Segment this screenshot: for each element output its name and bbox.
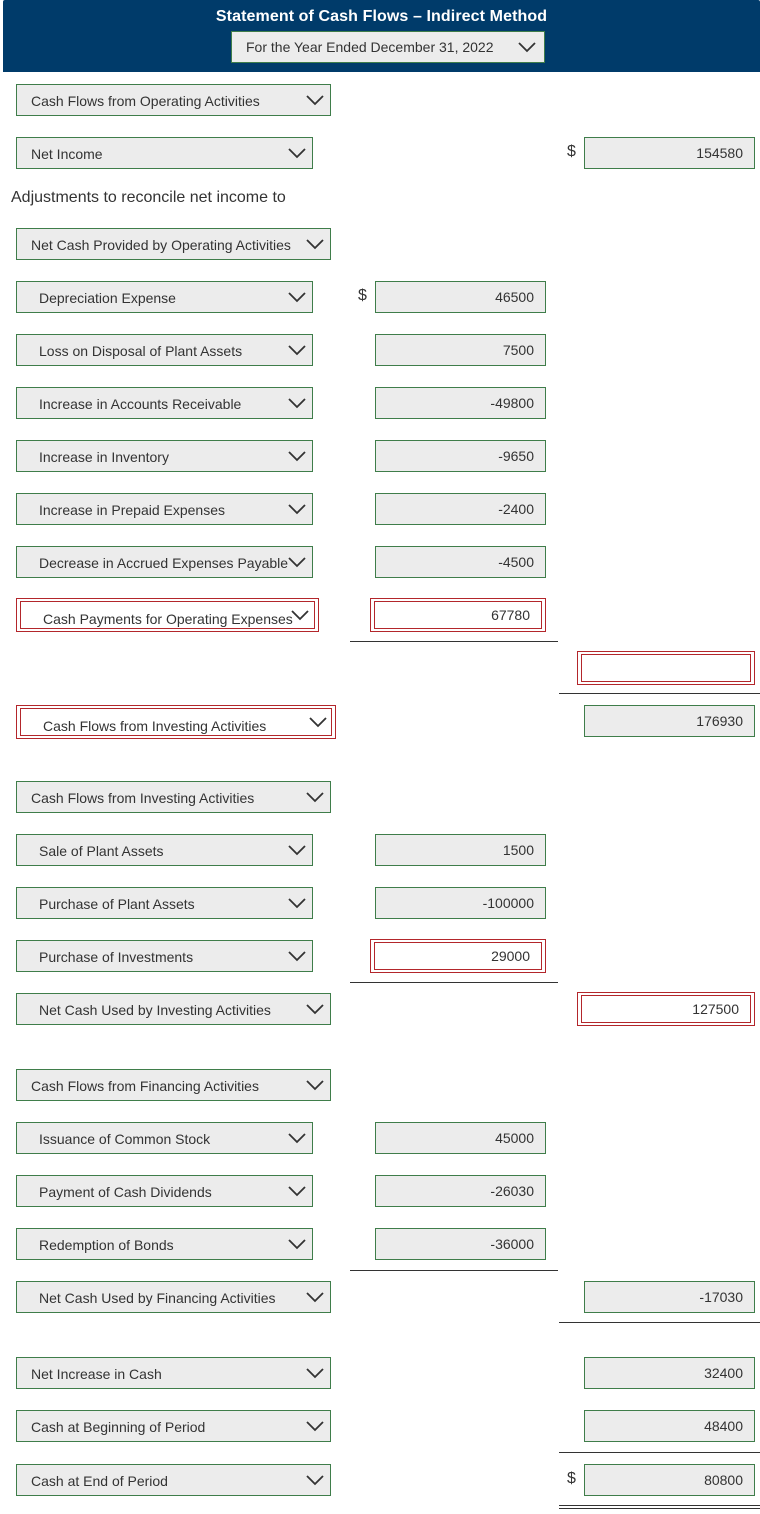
chevron-down-icon	[306, 94, 324, 106]
chevron-down-icon	[288, 291, 306, 303]
net-increase-label: Net Increase in Cash	[31, 1366, 162, 1382]
operating-item-label: Decrease in Accrued Expenses Payable	[39, 555, 289, 571]
operating-item-select[interactable]	[16, 546, 313, 578]
chevron-down-icon	[288, 556, 306, 568]
adjustments-text: Adjustments to reconcile net income to	[11, 189, 286, 206]
operating-item-input[interactable]: 67780	[374, 601, 542, 629]
chevron-down-icon	[288, 1185, 306, 1197]
financing-item-select[interactable]	[16, 1122, 313, 1154]
statement-header	[3, 0, 760, 72]
operating-item-input[interactable]: -2400	[375, 493, 546, 525]
investing-item-input[interactable]: 1500	[375, 834, 546, 866]
beginning-cash-label: Cash at Beginning of Period	[31, 1419, 206, 1435]
dollar-sign: $	[567, 1470, 576, 1487]
operating-net-error-frame	[16, 705, 336, 739]
financing-section-select[interactable]	[16, 1069, 331, 1101]
chevron-down-icon	[306, 1003, 324, 1015]
operating-item-input[interactable]: 7500	[375, 334, 546, 366]
chevron-down-icon	[288, 897, 306, 909]
financing-item-select[interactable]	[16, 1228, 313, 1260]
operating-item-label: Cash Payments for Operating Expenses	[43, 611, 293, 627]
investing-item-label: Purchase of Investments	[39, 949, 194, 965]
operating-item-label: Loss on Disposal of Plant Assets	[39, 343, 243, 359]
period-select-value: For the Year Ended December 31, 2022	[246, 39, 494, 55]
subtotal-rule	[350, 641, 558, 642]
operating-item-input[interactable]: -9650	[375, 440, 546, 472]
net-income-input[interactable]: 154580	[584, 137, 755, 169]
net-increase-select[interactable]	[16, 1357, 331, 1389]
operating-net-input[interactable]: 176930	[584, 705, 755, 737]
beginning-cash-select[interactable]	[16, 1410, 331, 1442]
beginning-cash-input[interactable]: 48400	[584, 1410, 755, 1442]
total-double-rule	[559, 1505, 760, 1509]
chevron-down-icon	[309, 716, 327, 728]
investing-item-select[interactable]	[16, 834, 313, 866]
operating-item-input[interactable]: -4500	[375, 546, 546, 578]
investing-item-error-frame	[370, 939, 546, 973]
chevron-down-icon	[288, 1132, 306, 1144]
chevron-down-icon	[288, 1238, 306, 1250]
chevron-down-icon	[306, 1079, 324, 1091]
chevron-down-icon	[306, 238, 324, 250]
operating-item-input[interactable]: 46500	[375, 281, 546, 313]
operating-item-label: Depreciation Expense	[39, 290, 176, 306]
operating-item-select[interactable]	[16, 440, 313, 472]
operating-item-error-frame	[16, 598, 319, 632]
financing-item-label: Issuance of Common Stock	[39, 1131, 211, 1147]
subtotal-rule	[350, 982, 558, 983]
adjustment-total-input[interactable]	[581, 654, 751, 682]
operating-section-label: Cash Flows from Operating Activities	[31, 93, 260, 109]
chevron-down-icon	[306, 1291, 324, 1303]
operating-item-select[interactable]	[20, 601, 315, 629]
operating-item-select[interactable]	[16, 387, 313, 419]
dollar-sign: $	[567, 143, 576, 160]
investing-section-select[interactable]	[16, 781, 331, 813]
net-increase-input[interactable]: 32400	[584, 1357, 755, 1389]
end-cash-select[interactable]	[16, 1464, 331, 1496]
financing-section-label: Cash Flows from Financing Activities	[31, 1078, 259, 1094]
net-income-select[interactable]	[16, 137, 313, 169]
financing-item-label: Redemption of Bonds	[39, 1237, 174, 1253]
financing-item-label: Payment of Cash Dividends	[39, 1184, 212, 1200]
chevron-down-icon	[288, 344, 306, 356]
statement-title: Statement of Cash Flows – Indirect Method	[215, 8, 548, 25]
operating-item-select[interactable]	[16, 493, 313, 525]
investing-item-label: Sale of Plant Assets	[39, 843, 164, 859]
financing-item-input[interactable]: -26030	[375, 1175, 546, 1207]
operating-item-input[interactable]: -49800	[375, 387, 546, 419]
investing-item-select[interactable]	[16, 940, 313, 972]
chevron-down-icon	[288, 450, 306, 462]
financing-net-input[interactable]: -17030	[584, 1281, 755, 1313]
adjustments-select[interactable]	[16, 228, 331, 260]
operating-item-error-frame	[370, 598, 546, 632]
subtotal-rule	[559, 1322, 760, 1323]
financing-item-input[interactable]: 45000	[375, 1122, 546, 1154]
adjustments-select-label: Net Cash Provided by Operating Activities	[31, 237, 291, 253]
subtotal-rule	[350, 1270, 558, 1271]
chevron-down-icon	[291, 609, 309, 621]
operating-item-label: Increase in Accounts Receivable	[39, 396, 242, 412]
chevron-down-icon	[306, 1367, 324, 1379]
dollar-sign: $	[358, 287, 367, 304]
financing-net-select[interactable]	[16, 1281, 331, 1313]
financing-item-input[interactable]: -36000	[375, 1228, 546, 1260]
investing-net-select[interactable]	[16, 993, 331, 1025]
chevron-down-icon	[518, 41, 536, 53]
chevron-down-icon	[288, 397, 306, 409]
subtotal-rule	[559, 693, 760, 694]
adjustment-total-error-frame	[577, 651, 755, 685]
subtotal-rule	[559, 1452, 760, 1453]
end-cash-input[interactable]: 80800	[584, 1464, 755, 1496]
financing-net-label: Net Cash Used by Financing Activities	[39, 1290, 276, 1306]
period-select[interactable]	[231, 31, 545, 63]
operating-item-select[interactable]	[16, 334, 313, 366]
end-cash-label: Cash at End of Period	[31, 1473, 168, 1489]
financing-item-select[interactable]	[16, 1175, 313, 1207]
investing-net-input[interactable]: 127500	[581, 995, 751, 1023]
investing-net-label: Net Cash Used by Investing Activities	[39, 1002, 271, 1018]
investing-item-select[interactable]	[16, 887, 313, 919]
chevron-down-icon	[306, 1420, 324, 1432]
operating-item-label: Increase in Inventory	[39, 449, 169, 465]
investing-item-label: Purchase of Plant Assets	[39, 896, 195, 912]
operating-net-select[interactable]	[20, 708, 332, 736]
investing-section-label: Cash Flows from Investing Activities	[31, 790, 255, 806]
investing-item-input[interactable]: -100000	[375, 887, 546, 919]
operating-section-select[interactable]	[16, 84, 331, 116]
net-income-label: Net Income	[31, 146, 103, 162]
operating-item-select[interactable]	[16, 281, 313, 313]
operating-item-label: Increase in Prepaid Expenses	[39, 502, 225, 518]
chevron-down-icon	[288, 503, 306, 515]
chevron-down-icon	[288, 147, 306, 159]
investing-net-error-frame	[577, 992, 755, 1026]
chevron-down-icon	[306, 1474, 324, 1486]
chevron-down-icon	[288, 950, 306, 962]
operating-net-label: Cash Flows from Investing Activities	[43, 718, 267, 734]
chevron-down-icon	[306, 791, 324, 803]
chevron-down-icon	[288, 844, 306, 856]
investing-item-input[interactable]: 29000	[374, 942, 542, 970]
